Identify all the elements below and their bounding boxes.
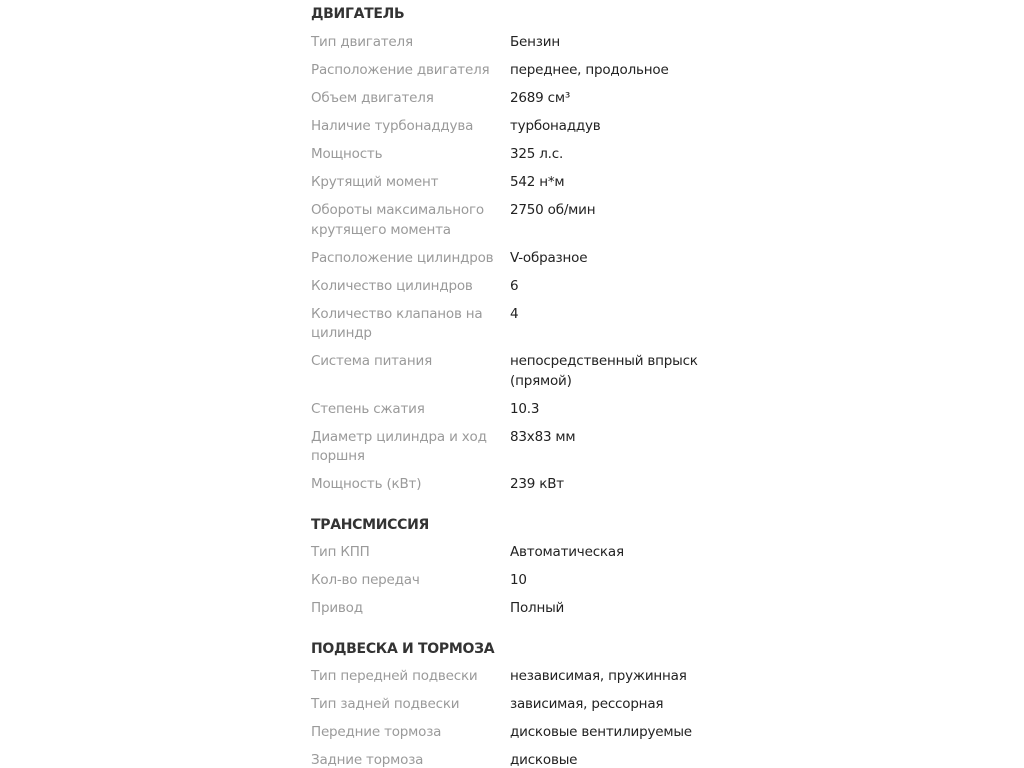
spec-row bbox=[311, 173, 731, 193]
spec-value: 2689 см³ bbox=[510, 90, 571, 106]
spec-value: Автоматическая bbox=[510, 544, 624, 560]
spec-label: Система питания bbox=[311, 353, 432, 369]
spec-row bbox=[311, 249, 731, 269]
spec-label: Передние тормоза bbox=[311, 724, 442, 740]
spec-row bbox=[311, 475, 731, 495]
spec-label: Количество цилиндров bbox=[311, 277, 473, 294]
spec-row bbox=[311, 695, 731, 715]
spec-value: непосредственный впрыск (прямой) bbox=[510, 353, 698, 389]
spec-row bbox=[311, 117, 731, 137]
spec-value: 325 л.с. bbox=[510, 146, 564, 162]
section-engine bbox=[311, 0, 731, 495]
section-title: ТРАНСМИССИЯ bbox=[311, 516, 430, 533]
spec-label: Тип передней подвески bbox=[311, 668, 478, 684]
spec-value: 6 bbox=[510, 277, 519, 294]
spec-value: 10 bbox=[510, 572, 527, 588]
spec-row bbox=[311, 723, 731, 743]
spec-row bbox=[311, 145, 731, 165]
spec-value: независимая, пружинная bbox=[510, 668, 687, 684]
spec-label: Тип задней подвески bbox=[311, 696, 460, 712]
spec-row bbox=[311, 305, 731, 344]
spec-row bbox=[311, 428, 731, 467]
spec-value: 2750 об/мин bbox=[510, 202, 596, 218]
spec-value: дисковые вентилируемые bbox=[510, 724, 692, 740]
spec-label: Объем двигателя bbox=[311, 90, 434, 106]
spec-value: 4 bbox=[510, 305, 519, 322]
spec-value: Бензин bbox=[510, 34, 560, 50]
spec-row bbox=[311, 89, 731, 109]
spec-row bbox=[311, 61, 731, 81]
spec-value: 10.3 bbox=[510, 400, 540, 417]
spec-label: Мощность (кВт) bbox=[311, 476, 422, 492]
spec-row bbox=[311, 543, 731, 563]
spec-value: зависимая, рессорная bbox=[510, 696, 664, 712]
spec-row bbox=[311, 33, 731, 53]
spec-label: Количество клапанов на цилиндр bbox=[311, 305, 483, 341]
spec-row bbox=[311, 571, 731, 591]
spec-label: Наличие турбонаддува bbox=[311, 118, 474, 134]
spec-label: Мощность bbox=[311, 146, 383, 162]
section-title: ПОДВЕСКА И ТОРМОЗА bbox=[311, 640, 495, 657]
spec-label: Крутящий момент bbox=[311, 174, 439, 190]
spec-label: Задние тормоза bbox=[311, 752, 424, 768]
spec-label: Степень сжатия bbox=[311, 400, 425, 417]
section-suspension-brakes bbox=[311, 639, 731, 768]
spec-value: турбонаддув bbox=[510, 118, 601, 134]
spec-label: Расположение цилиндров bbox=[311, 249, 494, 266]
spec-label: Обороты максимального крутящего момента bbox=[311, 202, 484, 238]
specifications-list bbox=[311, 0, 731, 768]
spec-row bbox=[311, 400, 731, 420]
spec-row bbox=[311, 667, 731, 687]
spec-row bbox=[311, 751, 731, 768]
spec-value: Полный bbox=[510, 600, 565, 616]
spec-row bbox=[311, 599, 731, 619]
spec-label: Расположение двигателя bbox=[311, 62, 490, 78]
spec-value: дисковые bbox=[510, 752, 578, 768]
spec-value: 542 н*м bbox=[510, 174, 565, 190]
spec-label: Кол-во передач bbox=[311, 572, 420, 588]
spec-value: V-образное bbox=[510, 249, 588, 266]
spec-row bbox=[311, 201, 731, 240]
section-title: ДВИГАТЕЛЬ bbox=[311, 6, 405, 22]
spec-label: Тип двигателя bbox=[311, 34, 413, 50]
spec-label: Диаметр цилиндра и ход поршня bbox=[311, 428, 487, 464]
section-transmission bbox=[311, 515, 731, 619]
spec-row bbox=[311, 352, 731, 391]
spec-value: 239 кВт bbox=[510, 476, 564, 492]
spec-value: 83x83 мм bbox=[510, 428, 576, 445]
spec-label: Привод bbox=[311, 600, 363, 616]
spec-value: переднее, продольное bbox=[510, 62, 669, 78]
spec-label: Тип КПП bbox=[311, 544, 370, 560]
spec-row bbox=[311, 277, 731, 297]
